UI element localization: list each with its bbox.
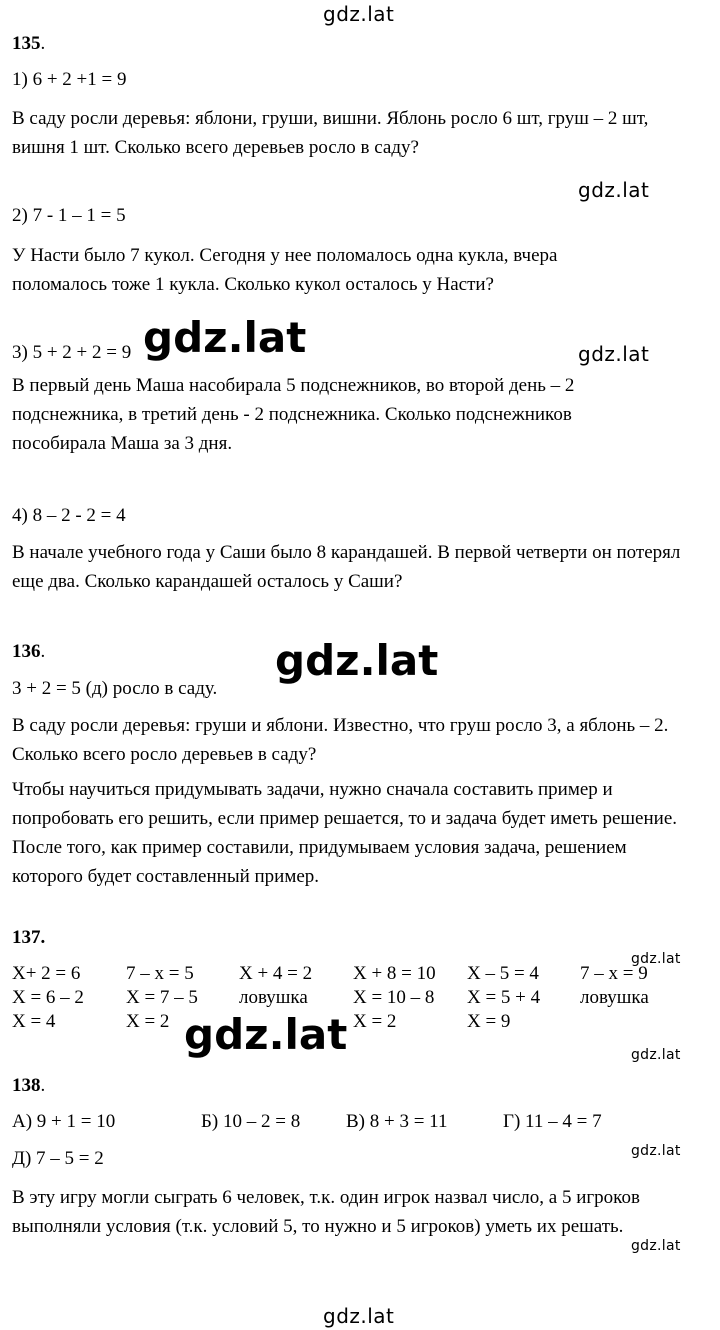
grid-cell: X + 8 = 10 (353, 963, 436, 984)
grid-cell: X = 4 (12, 1011, 56, 1032)
exercise-number-suffix: . (40, 641, 46, 662)
watermark-big-3: gdz.lat (184, 1010, 348, 1059)
grid-cell: 7 – x = 5 (126, 963, 194, 984)
grid-cell: X+ 2 = 6 (12, 963, 81, 984)
answer-g: Г) 11 – 4 = 7 (503, 1111, 602, 1132)
grid-cell: ловушка (580, 987, 649, 1008)
grid-cell: X = 2 (353, 1011, 397, 1032)
exercise-number: 135 (12, 33, 41, 54)
answer-v: В) 8 + 3 = 11 (346, 1111, 448, 1132)
answer-a: А) 9 + 1 = 10 (12, 1111, 116, 1132)
grid-cell: 7 – x = 9 (580, 963, 648, 984)
exercise-137-heading: 137. (12, 927, 46, 948)
exercise-number: 138 (12, 1075, 41, 1096)
grid-cell: X = 9 (467, 1011, 511, 1032)
exercise-136-heading (12, 640, 45, 665)
grid-cell: X – 5 = 4 (467, 963, 539, 984)
exercise-number-suffix: . (40, 33, 46, 54)
exercise-138-text: В эту игру могли сыграть 6 человек, т.к. один игрок назвал число, а 5 игроков выполняли условия (т.к. условий 5, то нужно и 5 игроков) уметь их решать. (12, 1187, 640, 1237)
exercise-135-heading (12, 32, 45, 57)
grid-cell: X = 6 – 2 (12, 987, 84, 1008)
watermark-big-1: gdz.lat (143, 313, 307, 362)
watermark-small-4: gdz.lat (631, 1238, 681, 1254)
watermark-small-3: gdz.lat (631, 1143, 681, 1159)
grid-cell: X = 7 – 5 (126, 987, 198, 1008)
grid-cell: X + 4 = 2 (239, 963, 313, 984)
exercise-138-heading (12, 1074, 45, 1099)
problem-3-text: В первый день Маша насобирала 5 подснежников, во второй день – 2 подснежника, в третий день - 2 подснежника. Сколько подснежников пособирала Маша за 3 дня. (12, 375, 575, 454)
watermark-small-1: gdz.lat (631, 951, 681, 967)
answer-b: Б) 10 – 2 = 8 (201, 1111, 301, 1132)
problem-2-text: У Насти было 7 кукол. Сегодня у нее поломалось одна кукла, вчера поломалось тоже 1 кукла. Сколько кукол осталось у Насти? (12, 245, 558, 295)
exercise-136-equation: 3 + 2 = 5 (д) росло в саду. (12, 678, 218, 699)
watermark-big-2: gdz.lat (275, 636, 439, 685)
watermark-bottom: gdz.lat (323, 1304, 395, 1328)
grid-cell: ловушка (239, 987, 308, 1008)
problem-3-equation: 3) 5 + 2 + 2 = 9 (12, 342, 132, 363)
exercise-136-text-2: Чтобы научиться придумывать задачи, нужно сначала составить пример и попробовать его решить, если пример решается, то и задача будет иметь решение. После того, как пример составили, придумываем условия задача, решением которого будет составленный пример. (12, 779, 677, 887)
problem-4-text: В начале учебного года у Саши было 8 карандашей. В первой четверти он потерял еще два. Сколько карандашей осталось у Саши? (12, 542, 681, 592)
problem-1-text: В саду росли деревья: яблони, груши, вишни. Яблонь росло 6 шт, груш – 2 шт, вишня 1 шт. Сколько всего деревьев росло в саду? (12, 108, 649, 158)
grid-cell: X = 10 – 8 (353, 987, 435, 1008)
watermark-top: gdz.lat (323, 2, 395, 26)
grid-cell: X = 5 + 4 (467, 987, 541, 1008)
watermark-right-2: gdz.lat (578, 342, 650, 366)
watermark-small-2: gdz.lat (631, 1047, 681, 1063)
exercise-number-suffix: . (40, 1075, 46, 1096)
grid-cell: X = 2 (126, 1011, 170, 1032)
problem-1-equation: 1) 6 + 2 +1 = 9 (12, 69, 127, 90)
problem-4-equation: 4) 8 – 2 - 2 = 4 (12, 505, 126, 526)
exercise-number: 136 (12, 641, 41, 662)
watermark-right-1: gdz.lat (578, 178, 650, 202)
problem-2-equation: 2) 7 - 1 – 1 = 5 (12, 205, 126, 226)
answer-d: Д) 7 – 5 = 2 (12, 1148, 104, 1169)
exercise-136-text-1: В саду росли деревья: груши и яблони. Известно, что груш росло 3, а яблонь – 2. Сколько всего росло деревьев в саду? (12, 715, 669, 765)
